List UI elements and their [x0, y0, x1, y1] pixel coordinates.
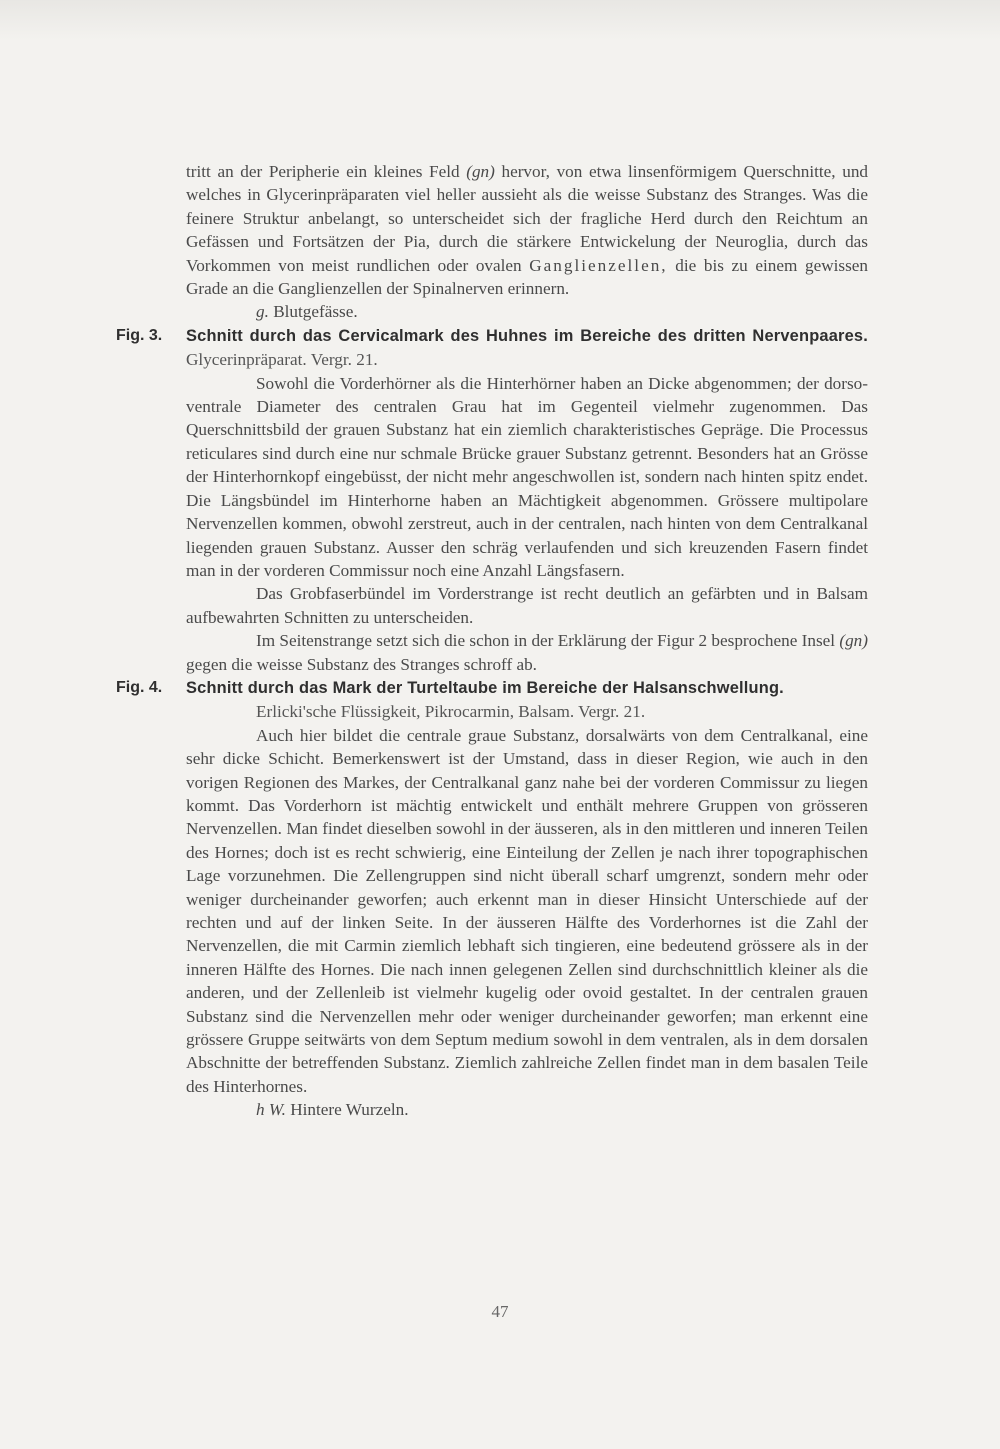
figure-label: Fig. 4.: [116, 678, 163, 696]
legend-entry-g: [186, 300, 868, 323]
body-text: [116, 160, 869, 1122]
text-span: die bis zu einem gewissen Grade an die Ganglienzellen der Spinalnerven erinnern.: [186, 255, 868, 299]
page-edge-shadow: [0, 0, 1000, 40]
figure-4-caption: [116, 676, 868, 724]
text-span: hervor, von etwa linsenförmigem Querschnitte, und welches in Glycerinpräparaten viel heller aussieht als die weisse Substanz des Stranges. Was die feinere Struktur anbelangt, so unterscheidet sich der fragliche Herd durch den Reichtum an Gefässen und Fortsätzen der Pia, durch die stärkere Entwickelung der Neuroglia, durch das Vorkommen von meist rundlichen oder ovalen: [186, 162, 869, 275]
figure-preparation: Glycerinpräparat. Vergr. 21.: [186, 350, 378, 370]
abbreviation-gn: (gn): [839, 631, 868, 651]
paragraph-continuation: [186, 160, 868, 300]
paragraph: [186, 629, 868, 676]
paragraph: Sowohl die Vorderhörner als die Hinterhörner haben an Dicke abgenommen; der dorso-ventrale Diameter des centralen Grau hat im Gegenteil vielmehr zugenommen. Das Querschnittsbild der grauen Substanz hat ein ziemlich charakteristisches Gepräge. Die Processus reticulares sind durch eine nur schmale Brücke grauer Substanz getrennt. Besonders hat an Grösse der Hinterhornkopf eingebüsst, der nicht mehr angeschwollen ist, sondern nach hinten spitz endet. Die Längsbündel im Hinterhorne haben an Mächtigkeit abgenommen. Grössere multipolare Nervenzellen kommen, obwohl zerstreut, auch in der centralen, nach hinten von dem Centralkanal liegenden grauen Substanz. Ausser den schräg verlaufenden und sich kreuzenden Fasern findet man in der vorderen Commissur noch eine Anzahl Längsfasern.: [186, 373, 868, 580]
paragraph: Auch hier bildet die centrale graue Substanz, dorsalwärts von dem Centralkanal, eine sehr dicke Schicht. Bemerkenswert ist der Umstand, dass in dieser Region, wie auch in den vorigen Regionen des Markes, der Centralkanal ganz nahe bei der vorderen Commissur zu liegen kommt. Das Vorderhorn ist mächtig entwickelt und enthält mehrere Gruppen von grösseren Nervenzellen. Man findet dieselben sowohl in der äusseren, als in den mittleren und inneren Teilen des Hornes; doch ist es recht schwierig, eine Einteilung der Zellen je nach ihrer topographischen Lage vorzunehmen. Die Zellengruppen sind nicht überall scharf umgrenzt, sondern mehr oder weniger durcheinander geworfen; auch erkennt man in dieser Hinsicht Unterschiede auf der rechten und auf der linken Seite. In der äusseren Hälfte des Vorderhornes ist die Zahl der Nervenzellen, die mit Carmin ziemlich lebhaft sich tingieren, eine bedeutend grössere als in der inneren Hälfte des Hornes. Die nach innen gelegenen Zellen sind durchschnittlich kleiner als die anderen, und der Zellenleib ist vielmehr kugelig oder ovoid gestaltet. In der centralen grauen Substanz sind die Nervenzellen mehr oder weniger durcheinander geworfen; man erkennt eine grössere Gruppe seitwärts von dem Septum medium sowohl in dem ventralen, als in dem dorsalen Abschnitte der betreffenden Substanz. Ziemlich zahlreiche Zellen findet man in dem basalen Teile des Hinterhornes.: [186, 725, 868, 1096]
figure-preparation: Erlicki'sche Flüssigkeit, Pikrocarmin, Balsam. Vergr. 21.: [256, 702, 646, 722]
legend-abbr: g.: [256, 302, 269, 322]
figure-title: Schnitt durch das Cervicalmark des Huhnes im Bereiche des dritten Nervenpaares.: [186, 326, 868, 345]
text-span: gegen die weisse Substanz des Stranges schroff ab.: [186, 654, 537, 674]
figure-3-caption: [116, 324, 868, 372]
paragraph: Das Grobfaserbündel im Vorderstrange ist recht deutlich an gefärbten und in Balsam aufbewahrten Schnitten zu unterscheiden.: [186, 584, 868, 627]
emphasized-term: Ganglienzellen,: [529, 255, 668, 275]
abbreviation-gn: (gn): [466, 162, 495, 181]
text-span: tritt an der Peripherie ein kleines Feld: [186, 162, 460, 181]
text-span: Im Seitenstrange setzt sich die schon in der Erklärung der Figur 2 besprochene Insel: [256, 631, 836, 651]
legend-text: Hintere Wurzeln.: [290, 1100, 409, 1120]
figure-title: Schnitt durch das Mark der Turteltaube im Bereiche der Halsanschwellung.: [186, 678, 784, 697]
legend-text: Blutgefässe.: [273, 302, 358, 322]
legend-entry-hw: [186, 1098, 868, 1121]
legend-abbr: h W.: [256, 1100, 286, 1120]
figure-label: Fig. 3.: [116, 326, 163, 344]
page-number: 47: [491, 1302, 509, 1321]
